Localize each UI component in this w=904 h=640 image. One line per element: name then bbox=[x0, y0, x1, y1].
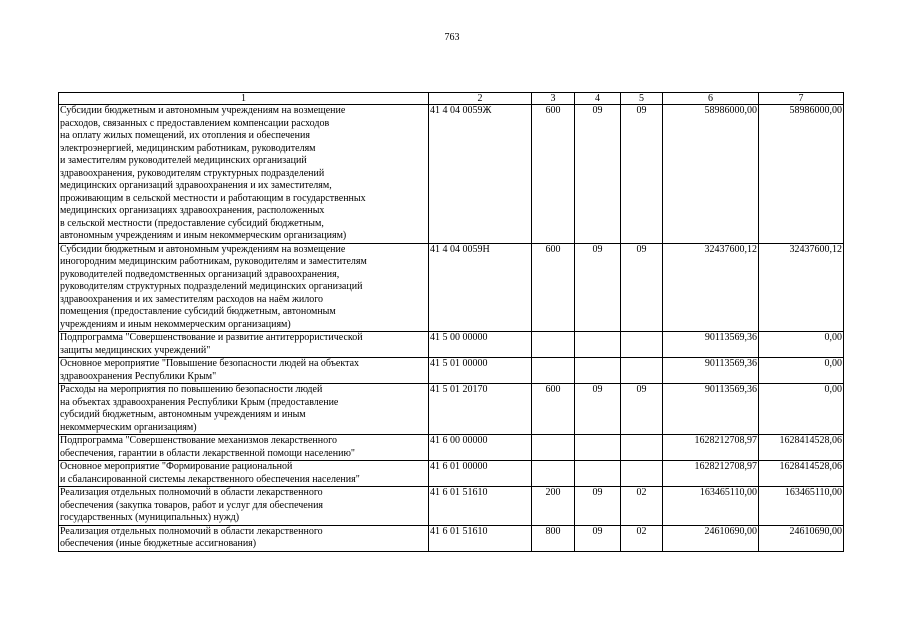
table-row bbox=[59, 384, 844, 435]
section-cell bbox=[575, 332, 621, 358]
table-row bbox=[59, 461, 844, 487]
section-cell bbox=[575, 358, 621, 384]
section-cell: 09 bbox=[575, 105, 621, 244]
target-code-cell: 41 5 00 00000 bbox=[429, 332, 532, 358]
section-cell: 09 bbox=[575, 525, 621, 551]
target-code-cell: 41 4 04 0059Н bbox=[429, 243, 532, 332]
expense-name-cell: Расходы на мероприятия по повышению безопасности людей на объектах здравоохранения Республики Крым (предоставление субсидий бюджетным, автономным учреждениям и иным некоммерческим организациям) bbox=[59, 384, 429, 435]
target-code-cell: 41 6 01 51610 bbox=[429, 487, 532, 526]
amount-cell: 163465110,00 bbox=[759, 487, 844, 526]
expense-name-cell: Субсидии бюджетным и автономным учреждениям на возмещение расходов, связанных с предоставлением компенсации расходов на оплату жилых помещений, их отопления и обеспечения электроэнергией, медицинским работникам, руководителям и заместителям руководителей медицинских организаций здравоохранения, руководителям структурных подразделений медицинских организаций здравоохранения и их заместителям, проживающим в сельской местности и работающим в государственных медицинских организациях здравоохранения, расположенных в сельской местности (предоставление субсидий бюджетным, автономным учреждениям и иным некоммерческим организациям) bbox=[59, 105, 429, 244]
target-code-cell: 41 6 00 00000 bbox=[429, 435, 532, 461]
amount-cell: 24610690,00 bbox=[663, 525, 759, 551]
expense-type-cell: 800 bbox=[532, 525, 575, 551]
target-code-cell: 41 5 01 20170 bbox=[429, 384, 532, 435]
subsection-cell bbox=[621, 461, 663, 487]
table-row bbox=[59, 487, 844, 526]
amount-cell: 58986000,00 bbox=[663, 105, 759, 244]
amount-cell: 0,00 bbox=[759, 332, 844, 358]
expense-type-cell bbox=[532, 358, 575, 384]
table-row bbox=[59, 525, 844, 551]
amount-cell: 1628212708,97 bbox=[663, 461, 759, 487]
amount-cell: 58986000,00 bbox=[759, 105, 844, 244]
amount-cell: 163465110,00 bbox=[663, 487, 759, 526]
expense-type-cell: 200 bbox=[532, 487, 575, 526]
column-header: 2 bbox=[429, 93, 532, 105]
amount-cell: 90113569,36 bbox=[663, 332, 759, 358]
section-cell bbox=[575, 461, 621, 487]
expense-name-cell: Субсидии бюджетным и автономным учреждениям на возмещение иногородним медицинским работникам, руководителям и заместителям руководителей подведомственных организаций здравоохранения, руководителям структурных подразделений медицинских организаций здравоохранения и их заместителям расходов на наём жилого помещения (предоставление субсидий бюджетным, автономным учреждениям и иным некоммерческим организациям) bbox=[59, 243, 429, 332]
subsection-cell: 02 bbox=[621, 487, 663, 526]
section-cell bbox=[575, 435, 621, 461]
column-header: 7 bbox=[759, 93, 844, 105]
section-cell: 09 bbox=[575, 487, 621, 526]
subsection-cell bbox=[621, 435, 663, 461]
column-header: 6 bbox=[663, 93, 759, 105]
expense-type-cell bbox=[532, 461, 575, 487]
subsection-cell bbox=[621, 358, 663, 384]
budget-table bbox=[58, 92, 844, 552]
subsection-cell bbox=[621, 332, 663, 358]
target-code-cell: 41 5 01 00000 bbox=[429, 358, 532, 384]
target-code-cell: 41 4 04 0059Ж bbox=[429, 105, 532, 244]
column-header: 3 bbox=[532, 93, 575, 105]
target-code-cell: 41 6 01 00000 bbox=[429, 461, 532, 487]
amount-cell: 90113569,36 bbox=[663, 358, 759, 384]
amount-cell: 1628212708,97 bbox=[663, 435, 759, 461]
expense-name-cell: Подпрограмма "Совершенствование механизмов лекарственного обеспечения, гарантии в области лекарственной помощи населению" bbox=[59, 435, 429, 461]
section-cell: 09 bbox=[575, 384, 621, 435]
table-header-row bbox=[59, 93, 844, 105]
expense-type-cell bbox=[532, 332, 575, 358]
subsection-cell: 09 bbox=[621, 243, 663, 332]
subsection-cell: 09 bbox=[621, 384, 663, 435]
expense-type-cell: 600 bbox=[532, 243, 575, 332]
amount-cell: 1628414528,06 bbox=[759, 435, 844, 461]
column-header: 5 bbox=[621, 93, 663, 105]
table-row bbox=[59, 105, 844, 244]
expense-name-cell: Реализация отдельных полномочий в области лекарственного обеспечения (закупка товаров, работ и услуг для обеспечения государственных (муниципальных) нужд) bbox=[59, 487, 429, 526]
expense-type-cell bbox=[532, 435, 575, 461]
subsection-cell: 09 bbox=[621, 105, 663, 244]
table-row bbox=[59, 243, 844, 332]
amount-cell: 32437600,12 bbox=[663, 243, 759, 332]
table-row bbox=[59, 435, 844, 461]
amount-cell: 32437600,12 bbox=[759, 243, 844, 332]
column-header: 1 bbox=[59, 93, 429, 105]
expense-name-cell: Реализация отдельных полномочий в области лекарственного обеспечения (иные бюджетные ассигнования) bbox=[59, 525, 429, 551]
amount-cell: 0,00 bbox=[759, 358, 844, 384]
subsection-cell: 02 bbox=[621, 525, 663, 551]
amount-cell: 0,00 bbox=[759, 384, 844, 435]
expense-type-cell: 600 bbox=[532, 105, 575, 244]
expense-name-cell: Подпрограмма "Совершенствование и развитие антитеррористической защиты медицинских учреждений" bbox=[59, 332, 429, 358]
amount-cell: 90113569,36 bbox=[663, 384, 759, 435]
section-cell: 09 bbox=[575, 243, 621, 332]
expense-type-cell: 600 bbox=[532, 384, 575, 435]
expense-name-cell: Основное мероприятие "Повышение безопасности людей на объектах здравоохранения Республики Крым" bbox=[59, 358, 429, 384]
table-row bbox=[59, 358, 844, 384]
amount-cell: 1628414528,06 bbox=[759, 461, 844, 487]
table-row bbox=[59, 332, 844, 358]
amount-cell: 24610690,00 bbox=[759, 525, 844, 551]
page-number: 763 bbox=[444, 32, 460, 43]
column-header: 4 bbox=[575, 93, 621, 105]
expense-name-cell: Основное мероприятие "Формирование рациональной и сбалансированной системы лекарственного обеспечения населения" bbox=[59, 461, 429, 487]
target-code-cell: 41 6 01 51610 bbox=[429, 525, 532, 551]
